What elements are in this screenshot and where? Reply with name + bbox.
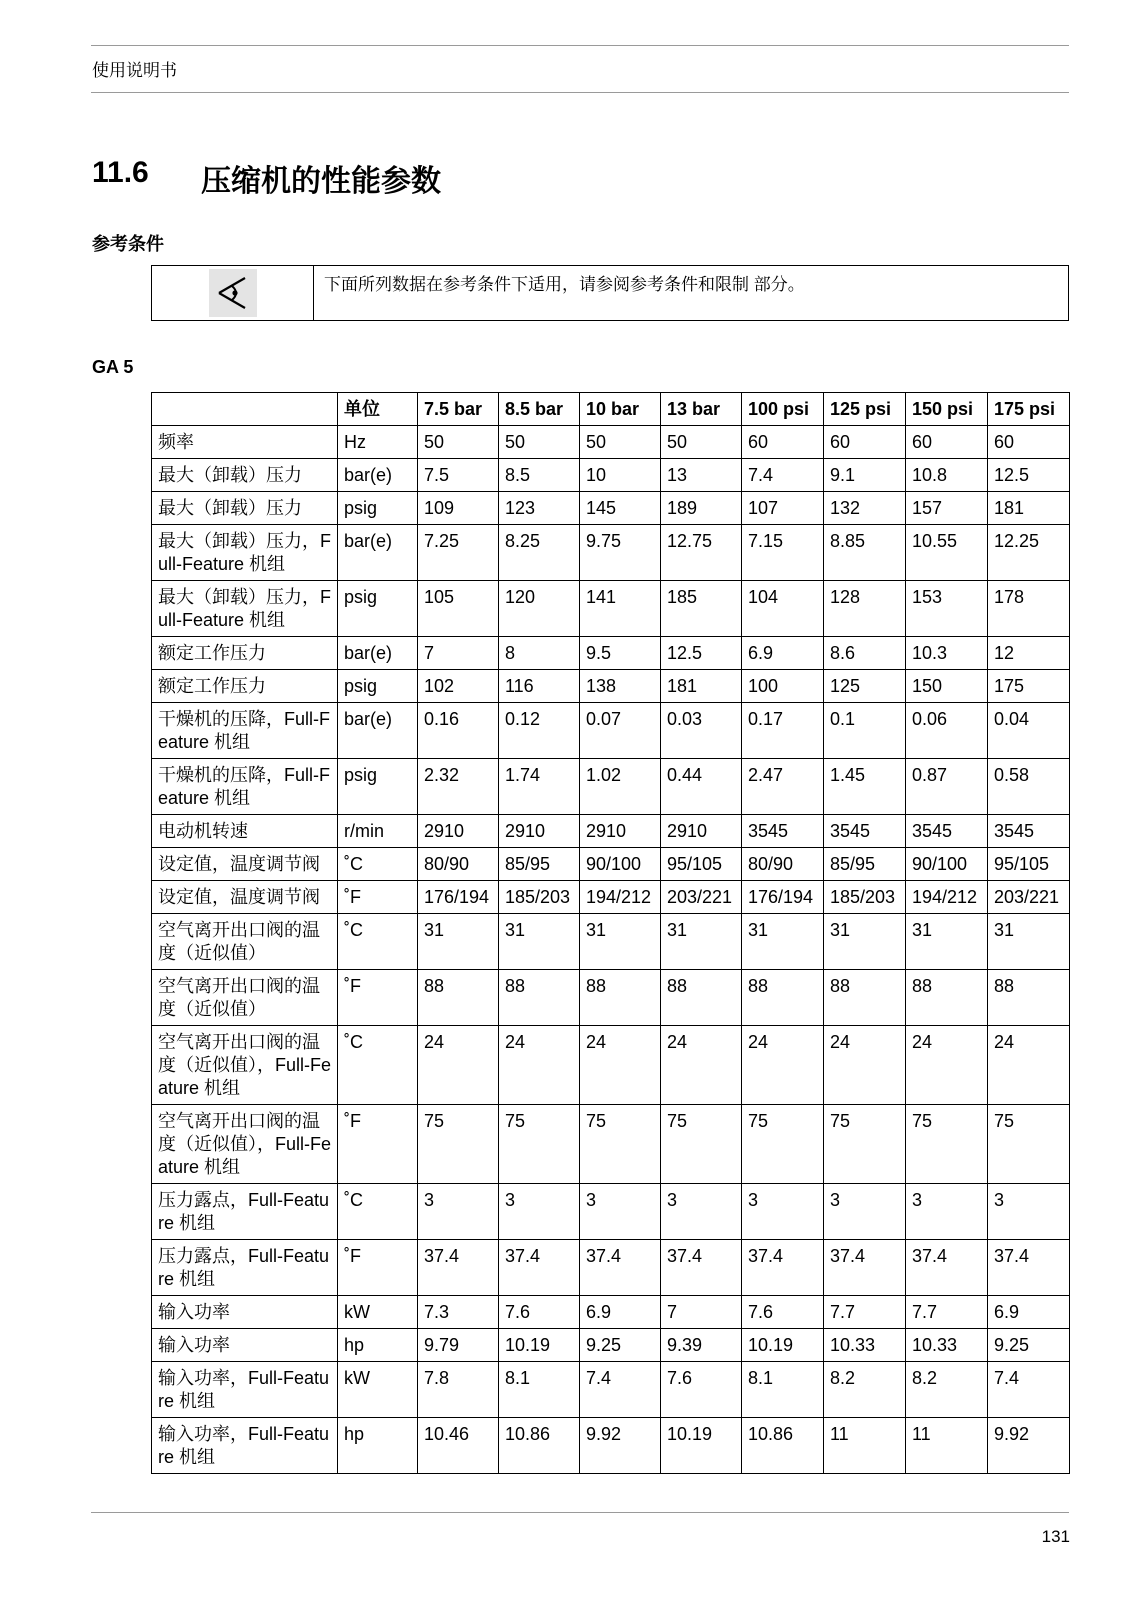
value-cell: 75 [499, 1105, 580, 1184]
value-cell: 3 [742, 1184, 824, 1240]
value-cell: 31 [580, 914, 661, 970]
unit-cell: psig [338, 492, 418, 525]
value-cell: 2910 [661, 815, 742, 848]
value-cell: 7 [418, 637, 499, 670]
value-cell: 37.4 [906, 1240, 988, 1296]
value-cell: 8.5 [499, 459, 580, 492]
value-cell: 12.25 [988, 525, 1070, 581]
value-cell: 145 [580, 492, 661, 525]
parameter-cell: 电动机转速 [152, 815, 338, 848]
value-cell: 7.4 [988, 1362, 1070, 1418]
column-header-value: 7.5 bar [418, 393, 499, 426]
value-cell: 37.4 [661, 1240, 742, 1296]
value-cell: 24 [906, 1026, 988, 1105]
parameter-cell: 频率 [152, 426, 338, 459]
table-header-row [152, 393, 1070, 426]
table-row [152, 759, 1070, 815]
value-cell: 88 [661, 970, 742, 1026]
table-row [152, 1329, 1070, 1362]
value-cell: 105 [418, 581, 499, 637]
value-cell: 132 [824, 492, 906, 525]
value-cell: 0.44 [661, 759, 742, 815]
value-cell: 7.15 [742, 525, 824, 581]
footer-rule [91, 1512, 1069, 1513]
value-cell: 8.6 [824, 637, 906, 670]
value-cell: 3545 [988, 815, 1070, 848]
unit-cell: hp [338, 1329, 418, 1362]
value-cell: 175 [988, 670, 1070, 703]
value-cell: 12.75 [661, 525, 742, 581]
value-cell: 123 [499, 492, 580, 525]
unit-cell: psig [338, 581, 418, 637]
performance-table [151, 392, 1070, 1474]
value-cell: 6.9 [580, 1296, 661, 1329]
value-cell: 9.1 [824, 459, 906, 492]
parameter-cell: 输入功率，Full-Feature 机组 [152, 1362, 338, 1418]
parameter-cell: 额定工作压力 [152, 637, 338, 670]
value-cell: 9.92 [580, 1418, 661, 1474]
value-cell: 75 [580, 1105, 661, 1184]
column-header-unit: 单位 [338, 393, 418, 426]
value-cell: 3 [824, 1184, 906, 1240]
reference-note-text: 下面所列数据在参考条件下适用，请参阅参考条件和限制 部分。 [324, 275, 805, 294]
value-cell: 37.4 [418, 1240, 499, 1296]
table-row [152, 881, 1070, 914]
section-title: 压缩机的性能参数 [201, 165, 441, 198]
value-cell: 10.55 [906, 525, 988, 581]
value-cell: 8.2 [824, 1362, 906, 1418]
value-cell: 3 [499, 1184, 580, 1240]
table-row [152, 848, 1070, 881]
value-cell: 60 [742, 426, 824, 459]
value-cell: 2910 [418, 815, 499, 848]
value-cell: 10.46 [418, 1418, 499, 1474]
value-cell: 60 [988, 426, 1070, 459]
value-cell: 0.1 [824, 703, 906, 759]
parameter-cell: 设定值，温度调节阀 [152, 881, 338, 914]
parameter-cell: 压力露点，Full-Feature 机组 [152, 1184, 338, 1240]
parameter-cell: 压力露点，Full-Feature 机组 [152, 1240, 338, 1296]
value-cell: 1.74 [499, 759, 580, 815]
value-cell: 0.06 [906, 703, 988, 759]
value-cell: 3 [906, 1184, 988, 1240]
parameter-cell: 最大（卸载）压力，Full-Feature 机组 [152, 525, 338, 581]
value-cell: 88 [824, 970, 906, 1026]
value-cell: 2.32 [418, 759, 499, 815]
value-cell: 100 [742, 670, 824, 703]
value-cell: 8.1 [499, 1362, 580, 1418]
value-cell: 12 [988, 637, 1070, 670]
parameter-cell: 空气离开出口阀的温度（近似值） [152, 970, 338, 1026]
parameter-cell: 输入功率 [152, 1329, 338, 1362]
value-cell: 9.92 [988, 1418, 1070, 1474]
unit-cell: ˚C [338, 914, 418, 970]
value-cell: 85/95 [499, 848, 580, 881]
column-header-value: 125 psi [824, 393, 906, 426]
document-header-title: 使用说明书 [92, 61, 177, 80]
parameter-cell: 最大（卸载）压力 [152, 492, 338, 525]
column-header-parameter [152, 393, 338, 426]
table-row [152, 637, 1070, 670]
value-cell: 37.4 [499, 1240, 580, 1296]
page-number: 131 [1041, 1527, 1070, 1546]
parameter-cell: 额定工作压力 [152, 670, 338, 703]
value-cell: 181 [988, 492, 1070, 525]
value-cell: 0.04 [988, 703, 1070, 759]
table-row [152, 459, 1070, 492]
unit-cell: kW [338, 1362, 418, 1418]
value-cell: 11 [824, 1418, 906, 1474]
parameter-cell: 最大（卸载）压力 [152, 459, 338, 492]
table-row [152, 581, 1070, 637]
column-header-value: 8.5 bar [499, 393, 580, 426]
value-cell: 125 [824, 670, 906, 703]
unit-cell: ˚F [338, 881, 418, 914]
table-row [152, 1026, 1070, 1105]
value-cell: 50 [418, 426, 499, 459]
unit-cell: bar(e) [338, 459, 418, 492]
table-row [152, 670, 1070, 703]
value-cell: 80/90 [742, 848, 824, 881]
parameter-cell: 输入功率，Full-Feature 机组 [152, 1418, 338, 1474]
value-cell: 194/212 [580, 881, 661, 914]
value-cell: 10.8 [906, 459, 988, 492]
table-row [152, 1184, 1070, 1240]
value-cell: 9.39 [661, 1329, 742, 1362]
value-cell: 31 [418, 914, 499, 970]
value-cell: 176/194 [418, 881, 499, 914]
table-row [152, 1296, 1070, 1329]
value-cell: 157 [906, 492, 988, 525]
value-cell: 7.3 [418, 1296, 499, 1329]
unit-cell: ˚F [338, 1105, 418, 1184]
parameter-cell: 空气离开出口阀的温度（近似值），Full-Feature 机组 [152, 1026, 338, 1105]
unit-cell: Hz [338, 426, 418, 459]
column-header-value: 100 psi [742, 393, 824, 426]
value-cell: 141 [580, 581, 661, 637]
value-cell: 80/90 [418, 848, 499, 881]
section-number: 11.6 [92, 156, 149, 189]
value-cell: 203/221 [988, 881, 1070, 914]
value-cell: 37.4 [988, 1240, 1070, 1296]
value-cell: 7.7 [824, 1296, 906, 1329]
unit-cell: ˚C [338, 1184, 418, 1240]
parameter-cell: 空气离开出口阀的温度（近似值），Full-Feature 机组 [152, 1105, 338, 1184]
value-cell: 185/203 [824, 881, 906, 914]
value-cell: 31 [824, 914, 906, 970]
parameter-cell: 空气离开出口阀的温度（近似值） [152, 914, 338, 970]
value-cell: 75 [418, 1105, 499, 1184]
table-row [152, 525, 1070, 581]
value-cell: 24 [988, 1026, 1070, 1105]
value-cell: 37.4 [580, 1240, 661, 1296]
value-cell: 10.19 [661, 1418, 742, 1474]
value-cell: 153 [906, 581, 988, 637]
table-row [152, 703, 1070, 759]
value-cell: 88 [580, 970, 661, 1026]
value-cell: 9.25 [988, 1329, 1070, 1362]
unit-cell: hp [338, 1418, 418, 1474]
value-cell: 24 [824, 1026, 906, 1105]
value-cell: 90/100 [906, 848, 988, 881]
value-cell: 0.16 [418, 703, 499, 759]
value-cell: 24 [742, 1026, 824, 1105]
note-icon-cell [152, 266, 314, 320]
value-cell: 7.4 [580, 1362, 661, 1418]
value-cell: 24 [580, 1026, 661, 1105]
table-row [152, 426, 1070, 459]
value-cell: 88 [418, 970, 499, 1026]
value-cell: 10.86 [499, 1418, 580, 1474]
value-cell: 95/105 [988, 848, 1070, 881]
unit-cell: bar(e) [338, 637, 418, 670]
value-cell: 0.17 [742, 703, 824, 759]
value-cell: 8.85 [824, 525, 906, 581]
value-cell: 75 [742, 1105, 824, 1184]
value-cell: 31 [499, 914, 580, 970]
value-cell: 7.6 [499, 1296, 580, 1329]
value-cell: 7.6 [661, 1362, 742, 1418]
value-cell: 120 [499, 581, 580, 637]
table-body [152, 426, 1070, 1474]
value-cell: 150 [906, 670, 988, 703]
value-cell: 7.6 [742, 1296, 824, 1329]
value-cell: 9.25 [580, 1329, 661, 1362]
value-cell: 138 [580, 670, 661, 703]
table-row [152, 970, 1070, 1026]
value-cell: 31 [661, 914, 742, 970]
value-cell: 128 [824, 581, 906, 637]
value-cell: 203/221 [661, 881, 742, 914]
value-cell: 37.4 [824, 1240, 906, 1296]
value-cell: 0.03 [661, 703, 742, 759]
table-row [152, 1362, 1070, 1418]
value-cell: 2.47 [742, 759, 824, 815]
value-cell: 185/203 [499, 881, 580, 914]
unit-cell: bar(e) [338, 703, 418, 759]
reference-heading: 参考条件 [92, 234, 164, 254]
value-cell: 10.86 [742, 1418, 824, 1474]
value-cell: 13 [661, 459, 742, 492]
unit-cell: kW [338, 1296, 418, 1329]
eye-note-icon [209, 269, 257, 317]
value-cell: 10.19 [742, 1329, 824, 1362]
column-header-value: 150 psi [906, 393, 988, 426]
value-cell: 3 [988, 1184, 1070, 1240]
unit-cell: r/min [338, 815, 418, 848]
parameter-cell: 最大（卸载）压力，Full-Feature 机组 [152, 581, 338, 637]
value-cell: 10.33 [824, 1329, 906, 1362]
value-cell: 75 [661, 1105, 742, 1184]
parameter-cell: 设定值，温度调节阀 [152, 848, 338, 881]
table-row [152, 815, 1070, 848]
table-row [152, 1418, 1070, 1474]
value-cell: 6.9 [742, 637, 824, 670]
value-cell: 75 [988, 1105, 1070, 1184]
unit-cell: bar(e) [338, 525, 418, 581]
value-cell: 60 [824, 426, 906, 459]
value-cell: 31 [988, 914, 1070, 970]
value-cell: 24 [499, 1026, 580, 1105]
value-cell: 7.25 [418, 525, 499, 581]
value-cell: 75 [824, 1105, 906, 1184]
value-cell: 0.58 [988, 759, 1070, 815]
value-cell: 3545 [742, 815, 824, 848]
value-cell: 50 [499, 426, 580, 459]
value-cell: 10.33 [906, 1329, 988, 1362]
table-row [152, 1240, 1070, 1296]
unit-cell: ˚F [338, 970, 418, 1026]
value-cell: 88 [988, 970, 1070, 1026]
model-heading: GA 5 [92, 357, 134, 377]
value-cell: 10.19 [499, 1329, 580, 1362]
value-cell: 2910 [499, 815, 580, 848]
value-cell: 0.12 [499, 703, 580, 759]
value-cell: 178 [988, 581, 1070, 637]
value-cell: 1.02 [580, 759, 661, 815]
value-cell: 88 [742, 970, 824, 1026]
value-cell: 7.7 [906, 1296, 988, 1329]
table-row [152, 1105, 1070, 1184]
value-cell: 24 [418, 1026, 499, 1105]
value-cell: 88 [906, 970, 988, 1026]
value-cell: 3 [661, 1184, 742, 1240]
unit-cell: psig [338, 759, 418, 815]
column-header-value: 10 bar [580, 393, 661, 426]
parameter-cell: 干燥机的压降，Full-Feature 机组 [152, 759, 338, 815]
table-row [152, 492, 1070, 525]
value-cell: 176/194 [742, 881, 824, 914]
value-cell: 10 [580, 459, 661, 492]
value-cell: 2910 [580, 815, 661, 848]
value-cell: 37.4 [742, 1240, 824, 1296]
value-cell: 104 [742, 581, 824, 637]
value-cell: 9.5 [580, 637, 661, 670]
value-cell: 8.2 [906, 1362, 988, 1418]
value-cell: 102 [418, 670, 499, 703]
value-cell: 116 [499, 670, 580, 703]
value-cell: 31 [742, 914, 824, 970]
value-cell: 6.9 [988, 1296, 1070, 1329]
value-cell: 3 [580, 1184, 661, 1240]
value-cell: 24 [661, 1026, 742, 1105]
value-cell: 3545 [824, 815, 906, 848]
value-cell: 8 [499, 637, 580, 670]
unit-cell: ˚F [338, 1240, 418, 1296]
unit-cell: ˚C [338, 848, 418, 881]
column-header-value: 13 bar [661, 393, 742, 426]
value-cell: 181 [661, 670, 742, 703]
column-header-value: 175 psi [988, 393, 1070, 426]
unit-cell: psig [338, 670, 418, 703]
value-cell: 50 [580, 426, 661, 459]
value-cell: 185 [661, 581, 742, 637]
value-cell: 8.1 [742, 1362, 824, 1418]
value-cell: 189 [661, 492, 742, 525]
parameter-cell: 干燥机的压降，Full-Feature 机组 [152, 703, 338, 759]
unit-cell: ˚C [338, 1026, 418, 1105]
value-cell: 90/100 [580, 848, 661, 881]
value-cell: 9.75 [580, 525, 661, 581]
value-cell: 8.25 [499, 525, 580, 581]
reference-note-box [151, 265, 1069, 321]
value-cell: 88 [499, 970, 580, 1026]
value-cell: 109 [418, 492, 499, 525]
value-cell: 50 [661, 426, 742, 459]
section-heading [92, 156, 441, 200]
value-cell: 12.5 [661, 637, 742, 670]
table-row [152, 914, 1070, 970]
value-cell: 0.07 [580, 703, 661, 759]
value-cell: 60 [906, 426, 988, 459]
value-cell: 3 [418, 1184, 499, 1240]
header-top-rule [91, 45, 1069, 46]
value-cell: 3545 [906, 815, 988, 848]
header-bottom-rule [91, 92, 1069, 93]
value-cell: 95/105 [661, 848, 742, 881]
value-cell: 9.79 [418, 1329, 499, 1362]
value-cell: 85/95 [824, 848, 906, 881]
value-cell: 12.5 [988, 459, 1070, 492]
value-cell: 7.4 [742, 459, 824, 492]
value-cell: 0.87 [906, 759, 988, 815]
value-cell: 194/212 [906, 881, 988, 914]
parameter-cell: 输入功率 [152, 1296, 338, 1329]
value-cell: 75 [906, 1105, 988, 1184]
value-cell: 1.45 [824, 759, 906, 815]
value-cell: 7 [661, 1296, 742, 1329]
value-cell: 11 [906, 1418, 988, 1474]
value-cell: 107 [742, 492, 824, 525]
value-cell: 31 [906, 914, 988, 970]
value-cell: 7.8 [418, 1362, 499, 1418]
value-cell: 7.5 [418, 459, 499, 492]
value-cell: 10.3 [906, 637, 988, 670]
